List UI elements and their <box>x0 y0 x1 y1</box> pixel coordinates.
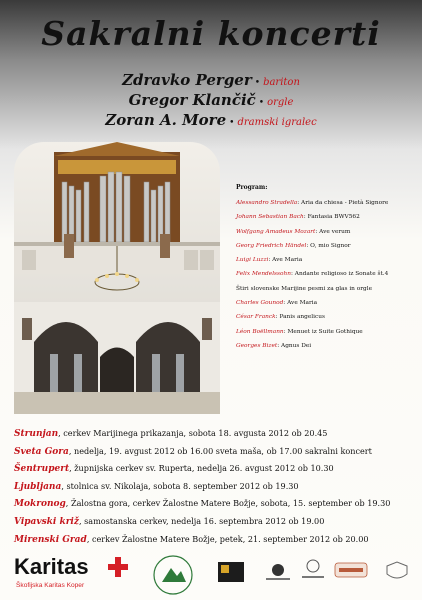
schedule-row <box>14 498 418 516</box>
composer: Štiri slovenske <box>236 285 280 292</box>
composer: Wolfgang Amadeus Mozart <box>236 228 316 235</box>
performers-list <box>0 70 422 130</box>
venue-place: Sveta Gora <box>14 446 69 457</box>
venue-details: , samostanska cerkev, nedelja 16. septembra 2012 ob 19.00 <box>78 515 325 526</box>
composer: Georges Bizet <box>236 342 278 349</box>
composer: Johann Sebastian Bach <box>236 214 304 221</box>
church-organ-photo <box>14 142 220 414</box>
glasbeno-logo <box>300 558 326 582</box>
venue-place: Mokronog <box>14 499 66 510</box>
work: : Menuet iz Suite Gothique <box>283 328 363 335</box>
program-item <box>236 229 416 243</box>
venue-details: , nedelja, 19. avgust 2012 ob 16.00 sveta maša, ob 17.00 sakralni koncert <box>68 445 372 456</box>
venue-details: , stolnica sv. Nikolaja, sobota 8. september 2012 ob 19.30 <box>61 480 299 491</box>
venue-details: , cerkev Žalostne Matere Božje, petek, 21. september 2012 ob 20.00 <box>86 533 369 544</box>
performer-role: orgle <box>267 97 294 108</box>
venue-place: Mirenski Grad <box>14 534 87 545</box>
work: Marijine pesmi za glas in orgle <box>279 285 373 292</box>
composer: Luigi Luzzi <box>236 257 269 264</box>
venue-place: Ljubljana <box>14 481 62 492</box>
schedule-row <box>14 481 418 499</box>
performer-row <box>0 110 422 130</box>
venue-details: , cerkev Marijinega prikazanja, sobota 18. avgusta 2012 ob 20.45 <box>58 428 328 438</box>
venue-place: Vipavski križ <box>14 516 79 527</box>
page-title: Sakralni koncerti <box>41 14 381 53</box>
schedule-row <box>14 516 418 534</box>
program-section <box>236 184 416 357</box>
program-item <box>236 300 416 314</box>
program-item <box>236 329 416 343</box>
program-item <box>236 243 416 257</box>
schedule-row <box>14 446 418 464</box>
composer: Charles Gounod <box>236 300 284 307</box>
work: : Ave Maria <box>268 257 303 264</box>
artcm-logo <box>218 562 244 582</box>
work: : Andante religioso iz Sonate št.4 <box>290 271 389 278</box>
work: : Ave Maria <box>283 300 318 307</box>
program-item <box>236 286 416 300</box>
schedule-row <box>14 463 418 481</box>
program-item <box>236 271 416 285</box>
figaro-logo <box>262 562 294 584</box>
composer: Alessandro Stradella <box>236 200 298 206</box>
red-cross-icon <box>108 557 128 577</box>
venue-details: , Žalostna gora, cerkev Žalostne Matere Božje, sobota, 15. september ob 19.30 <box>65 498 391 509</box>
karitas-subtitle: Škofijska Karitas Koper <box>16 582 85 589</box>
venue-place: Šentrupert <box>14 464 70 475</box>
work: : Ave verum <box>315 228 351 235</box>
performer-role: bariton <box>263 77 300 88</box>
work: : O, mio Signor <box>306 242 351 249</box>
composer: Georg Friedrich Händel <box>236 242 307 249</box>
performer-row <box>0 90 422 110</box>
schedule-row <box>14 428 418 446</box>
performer-name: Gregor Klančič <box>128 91 256 109</box>
composer: Felix Mendelssohn <box>236 271 291 278</box>
performer-name: Zoran A. More <box>105 111 227 129</box>
performer-role: dramski igralec <box>237 117 317 128</box>
work: : Panis angelicus <box>275 314 325 321</box>
sklad-logo <box>334 560 368 580</box>
composer: César Franck <box>236 314 276 321</box>
performer-name: Zdravko Perger <box>122 71 252 89</box>
province-logo <box>382 560 412 584</box>
separator-dot: • <box>254 78 261 88</box>
separator-dot: • <box>229 118 235 128</box>
program-heading: Program: <box>236 184 268 191</box>
composer: Léon Boëllmann <box>236 328 284 335</box>
venue-details: , župnijska cerkev sv. Ruperta, nedelja 26. avgust 2012 ob 10.30 <box>69 463 334 474</box>
separator-dot: • <box>258 98 265 108</box>
karitas-logo: Karitas <box>14 554 89 579</box>
work: : Fantasia BWV562 <box>303 214 360 221</box>
concert-schedule <box>14 428 418 551</box>
program-item <box>236 314 416 328</box>
work: : Aria da chiesa - Pietà Signore <box>297 200 389 206</box>
program-item <box>236 214 416 228</box>
performer-row <box>0 70 422 90</box>
work: : Agnus Dei <box>277 342 312 349</box>
program-item <box>236 200 416 214</box>
program-item <box>236 257 416 271</box>
program-item <box>236 343 416 357</box>
venue-place: Strunjan <box>14 429 59 439</box>
sponsor-footer <box>0 548 422 600</box>
ajdovscina-logo <box>152 554 194 596</box>
